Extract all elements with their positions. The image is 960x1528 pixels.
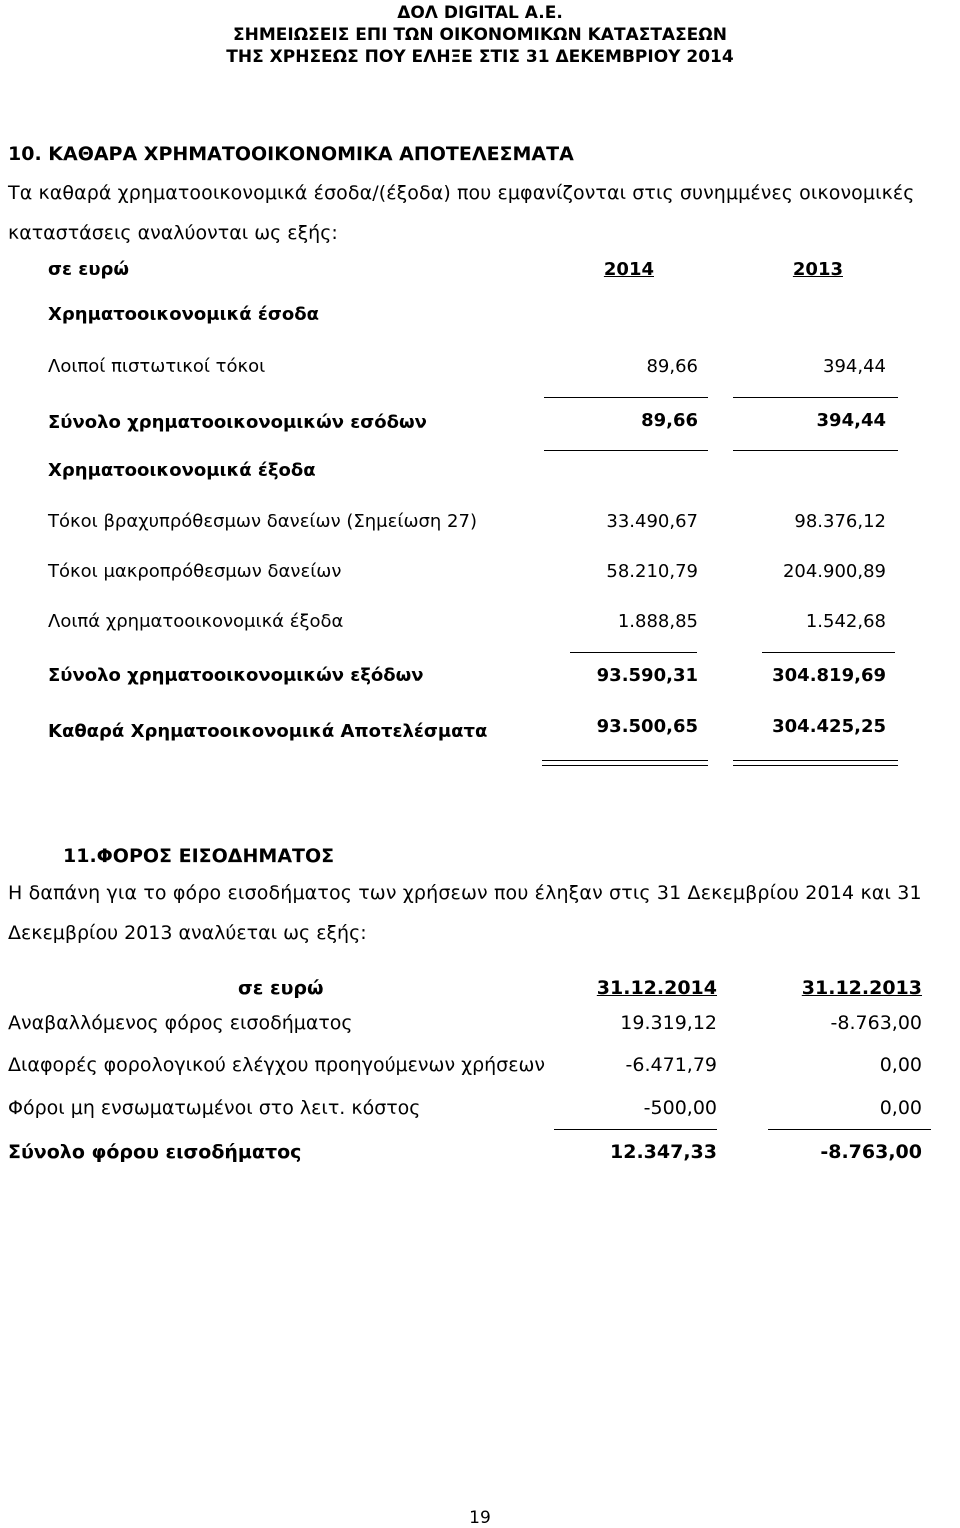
col-31-12-2014-header: 31.12.2014 xyxy=(596,977,717,999)
tax-row-label: Αναβαλλόμενος φόρος εισοδήματος xyxy=(8,1012,353,1034)
income-total-2014: 89,66 xyxy=(641,410,698,431)
rule-2013 xyxy=(733,450,898,451)
income-total-label: Σύνολο χρηματοοικονομικών εσόδων xyxy=(48,412,427,433)
income-row-2013: 394,44 xyxy=(823,356,886,377)
expense-row-label: Λοιπά χρηματοοικονομικά έξοδα xyxy=(48,611,344,632)
header-subtitle: ΣΗΜΕΙΩΣΕΙΣ ΕΠΙ ΤΩΝ ΟΙΚΟΝΟΜΙΚΩΝ ΚΑΤΑΣΤΑΣΕΩΝ xyxy=(233,25,727,45)
tax-rule-2014 xyxy=(554,1129,717,1130)
expense-row-label: Τόκοι βραχυπρόθεσμων δανείων (Σημείωση 27) xyxy=(48,511,477,532)
tax-row-2013: 0,00 xyxy=(879,1054,922,1076)
note-10-intro-line1: Τα καθαρά χρηματοοικονομικά έσοδα/(έξοδα) που εμφανίζονται στις συνημμένες οικονομικές xyxy=(8,182,915,204)
expense-row-2014: 33.490,67 xyxy=(606,511,698,532)
rule-2013 xyxy=(733,397,898,398)
expense-total-label: Σύνολο χρηματοοικονομικών εξόδων xyxy=(48,665,424,686)
company-name: ΔΟΛ DIGITAL A.E. xyxy=(397,3,563,23)
tax-row-2014: -500,00 xyxy=(643,1097,717,1119)
expense-total-2013: 304.819,69 xyxy=(772,665,886,686)
tax-total-2014: 12.347,33 xyxy=(610,1141,717,1163)
col-31-12-2013-header: 31.12.2013 xyxy=(801,977,922,999)
tax-currency-label: σε ευρώ xyxy=(238,977,324,999)
rule-2013 xyxy=(762,652,895,653)
net-result-label: Καθαρά Χρηματοοικονομικά Αποτελέσματα xyxy=(48,721,488,742)
double-rule-2014 xyxy=(542,760,708,766)
tax-row-label: Διαφορές φορολογικού ελέγχου προηγούμενων χρήσεων xyxy=(8,1054,546,1076)
tax-row-2014: 19.319,12 xyxy=(620,1012,717,1034)
net-result-2013: 304.425,25 xyxy=(772,716,886,737)
expense-heading: Χρηματοοικονομικά έξοδα xyxy=(48,460,316,481)
tax-rule-2013 xyxy=(768,1129,931,1130)
expense-row-2014: 1.888,85 xyxy=(617,611,698,632)
note-11-title: 11.ΦΟΡΟΣ ΕΙΣΟΔΗΜΑΤΟΣ xyxy=(63,845,335,867)
expense-total-2014: 93.590,31 xyxy=(596,665,698,686)
rule-2014 xyxy=(570,652,697,653)
income-total-2013: 394,44 xyxy=(816,410,886,431)
expense-row-2013: 98.376,12 xyxy=(794,511,886,532)
expense-row-2014: 58.210,79 xyxy=(606,561,698,582)
note-10-intro-line2: καταστάσεις αναλύονται ως εξής: xyxy=(8,222,338,244)
tax-row-2013: -8.763,00 xyxy=(830,1012,922,1034)
tax-row-label: Φόροι μη ενσωματωμένοι στο λειτ. κόστος xyxy=(8,1097,421,1119)
note-11-intro-line1: Η δαπάνη για το φόρο εισοδήματος των χρήσεων που έληξαν στις 31 Δεκεμβρίου 2014 και 31 xyxy=(8,882,922,904)
income-heading: Χρηματοοικονομικά έσοδα xyxy=(48,304,320,325)
col-2014-header: 2014 xyxy=(603,259,654,280)
rule-2014 xyxy=(544,450,708,451)
rule-2014 xyxy=(544,397,708,398)
income-row-label: Λοιποί πιστωτικοί τόκοι xyxy=(48,356,266,377)
note-10-title: 10. ΚΑΘΑΡΑ ΧΡΗΜΑΤΟΟΙΚΟΝΟΜΙΚΑ ΑΠΟΤΕΛΕΣΜΑΤΑ xyxy=(8,143,574,165)
note-11-intro-line2: Δεκεμβρίου 2013 αναλύεται ως εξής: xyxy=(8,922,367,944)
double-rule-2013 xyxy=(733,760,898,766)
expense-row-2013: 1.542,68 xyxy=(805,611,886,632)
expense-row-2013: 204.900,89 xyxy=(782,561,886,582)
header-period: ΤΗΣ ΧΡΗΣΕΩΣ ΠΟΥ ΕΛΗΞΕ ΣΤΙΣ 31 ΔΕΚΕΜΒΡΙΟΥ 2014 xyxy=(226,47,734,67)
tax-row-2014: -6.471,79 xyxy=(625,1054,717,1076)
net-result-2014: 93.500,65 xyxy=(596,716,698,737)
tax-total-2013: -8.763,00 xyxy=(820,1141,922,1163)
col-2013-header: 2013 xyxy=(792,259,843,280)
expense-row-label: Τόκοι μακροπρόθεσμων δανείων xyxy=(48,561,342,582)
tax-total-label: Σύνολο φόρου εισοδήματος xyxy=(8,1141,302,1163)
income-row-2014: 89,66 xyxy=(646,356,698,377)
tax-row-2013: 0,00 xyxy=(879,1097,922,1119)
page-number: 19 xyxy=(469,1508,491,1528)
currency-label: σε ευρώ xyxy=(48,259,130,280)
